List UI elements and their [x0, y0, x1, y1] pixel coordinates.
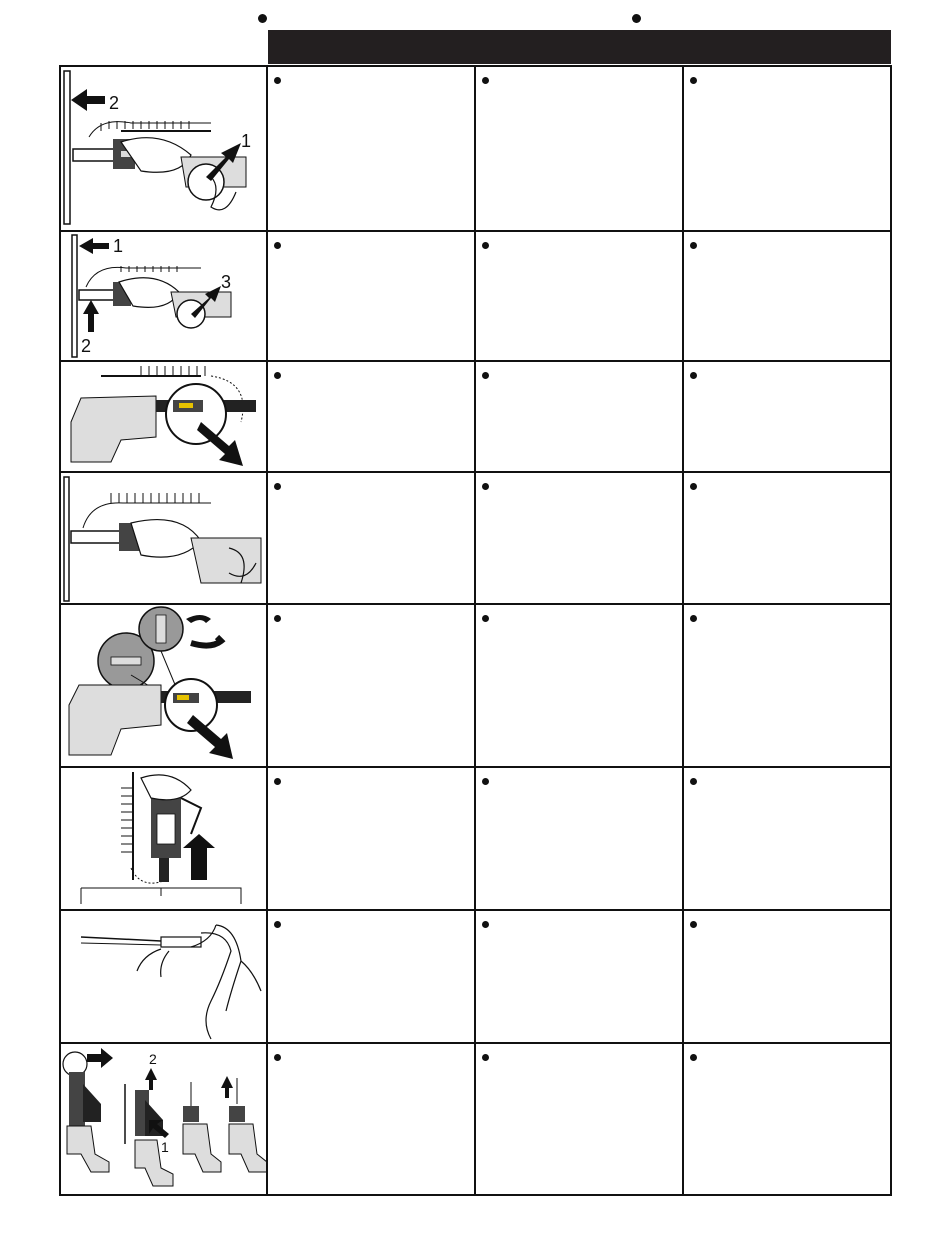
illustration-cell — [61, 1044, 268, 1194]
illustration-cell — [61, 605, 268, 766]
bullet-dot — [482, 615, 489, 622]
bit-hand-illustration — [61, 911, 268, 1042]
step-number: 2 — [109, 93, 120, 113]
bullet-dot — [274, 77, 281, 84]
bullet-dot — [274, 483, 281, 490]
text-cell — [684, 67, 890, 230]
table-row — [61, 766, 890, 909]
bullet-dot — [690, 483, 697, 490]
screw-gun-illustration — [61, 768, 268, 909]
bullet-dot — [482, 921, 489, 928]
bullet-dot — [258, 14, 267, 23]
text-cell — [268, 768, 476, 909]
bullet-dot — [274, 615, 281, 622]
text-cell — [476, 67, 684, 230]
text-cell — [268, 1044, 476, 1194]
screw-gun-illustration — [61, 232, 268, 360]
step-number: 1 — [161, 1139, 169, 1155]
step-number: 1 — [113, 236, 124, 256]
bullet-dot — [274, 1054, 281, 1061]
screw-gun-illustration — [61, 605, 268, 766]
bullet-dot — [482, 372, 489, 379]
text-cell — [268, 605, 476, 766]
illustration-cell — [61, 911, 268, 1042]
bullet-dot — [482, 483, 489, 490]
text-cell — [476, 473, 684, 603]
text-cell — [268, 473, 476, 603]
text-cell — [476, 362, 684, 471]
bullet-dot — [690, 921, 697, 928]
bullet-dot — [482, 77, 489, 84]
text-cell — [268, 911, 476, 1042]
table-row — [61, 1042, 890, 1194]
bullet-dot — [632, 14, 641, 23]
table-row — [61, 67, 890, 230]
text-cell — [476, 1044, 684, 1194]
text-cell — [476, 768, 684, 909]
bullet-dot — [274, 372, 281, 379]
text-cell — [684, 768, 890, 909]
text-cell — [684, 473, 890, 603]
text-cell — [684, 605, 890, 766]
bullet-dot — [690, 778, 697, 785]
bullet-dot — [482, 778, 489, 785]
table-row — [61, 230, 890, 360]
table-row — [61, 603, 890, 766]
bullet-dot — [482, 242, 489, 249]
text-cell — [684, 232, 890, 360]
text-cell — [268, 362, 476, 471]
bullet-dot — [690, 242, 697, 249]
text-cell — [684, 1044, 890, 1194]
text-cell — [476, 232, 684, 360]
instruction-table — [59, 65, 892, 1196]
bullet-dot — [690, 372, 697, 379]
bullet-dot — [274, 921, 281, 928]
screw-gun-illustration — [61, 67, 268, 228]
table-row — [61, 360, 890, 471]
text-cell — [268, 67, 476, 230]
table-row — [61, 909, 890, 1042]
text-cell — [268, 232, 476, 360]
bullet-dot — [690, 77, 697, 84]
bullet-dot — [690, 1054, 697, 1061]
text-cell — [476, 911, 684, 1042]
step-number: 2 — [81, 336, 92, 356]
illustration-cell — [61, 232, 268, 360]
table-row — [61, 471, 890, 603]
screw-gun-illustration — [61, 473, 268, 603]
step-number: 1 — [241, 131, 252, 151]
text-cell — [476, 605, 684, 766]
bullet-dot — [274, 242, 281, 249]
step-number: 3 — [221, 272, 232, 292]
illustration-cell — [61, 473, 268, 603]
screw-gun-illustration — [61, 1044, 268, 1194]
step-number: 2 — [149, 1051, 157, 1067]
text-cell — [684, 362, 890, 471]
bullet-dot — [690, 615, 697, 622]
bullet-dot — [482, 1054, 489, 1061]
illustration-cell — [61, 768, 268, 909]
screw-gun-illustration — [61, 362, 268, 471]
illustration-cell — [61, 67, 268, 230]
bullet-dot — [274, 778, 281, 785]
illustration-cell — [61, 362, 268, 471]
header-bar — [268, 30, 891, 64]
text-cell — [684, 911, 890, 1042]
